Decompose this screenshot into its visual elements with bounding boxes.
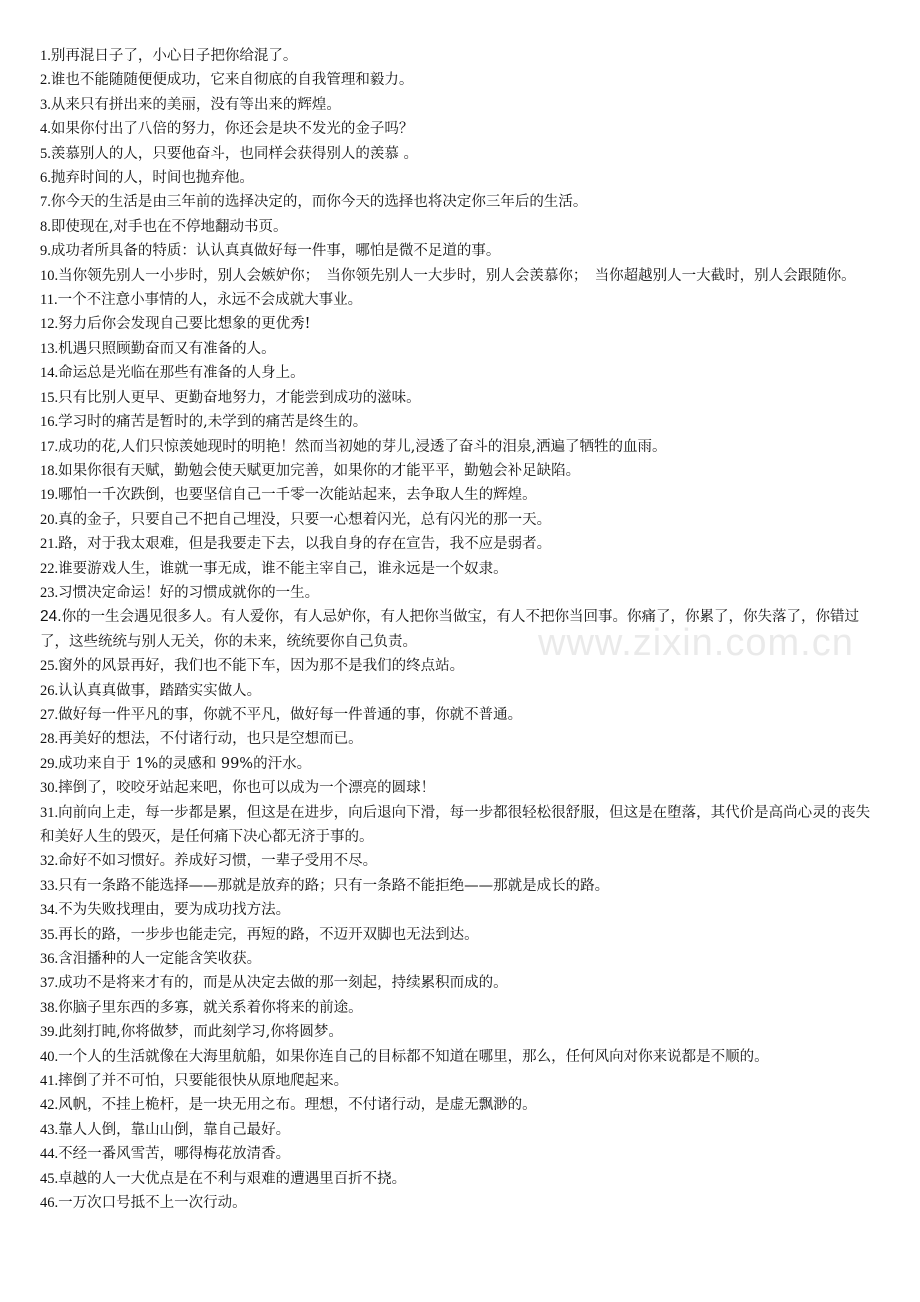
quote-number: 15. <box>40 389 59 406</box>
quote-text: 摔倒了，咬咬牙站起来吧，你也可以成为一个漂亮的圆球！ <box>58 780 436 797</box>
quote-text: 风帆，不挂上桅杆，是一块无用之布。理想，不付诸行动，是虚无飘渺的。 <box>58 1097 537 1114</box>
quote-number: 38. <box>40 999 59 1016</box>
quote-number: 30. <box>40 780 59 797</box>
quote-number: 45. <box>40 1170 59 1187</box>
quote-text: 卓越的人一大优点是在不利与艰难的遭遇里百折不挠。 <box>58 1170 407 1187</box>
quote-text: 命运总是光临在那些有准备的人身上。 <box>58 365 305 382</box>
quote-line <box>40 386 882 410</box>
quote-text: 机遇只照顾勤奋而又有准备的人。 <box>58 340 276 357</box>
quote-number: 37. <box>40 975 59 992</box>
quote-text: 如果你很有天赋，勤勉会使天赋更加完善，如果你的才能平平，勤勉会补足缺陷。 <box>58 462 581 479</box>
quote-number: 11. <box>40 292 58 309</box>
quote-line <box>40 679 882 703</box>
quote-number: 20. <box>40 511 59 528</box>
quote-number: 43. <box>40 1121 59 1138</box>
quote-text: 谁要游戏人生，谁就一事无成，谁不能主宰自己，谁永远是一个奴隶。 <box>58 560 508 577</box>
quote-number: 9. <box>40 243 51 260</box>
quote-number: 36. <box>40 951 59 968</box>
quote-text: 一万次口号抵不上一次行动。 <box>58 1195 247 1212</box>
quote-text: 你的一生会遇见很多人。有人爱你，有人忌妒你，有人把你当做宝，有人不把你当回事。你痛了，你累了，你失落了，你错过了，这些统统与别人无关，你的未来，统统要你自己负责。 <box>40 609 860 650</box>
quote-line <box>40 288 882 312</box>
quote-number: 7. <box>40 194 51 211</box>
quote-number: 25. <box>40 658 59 675</box>
quote-text: 不经一番风雪苦，哪得梅花放清香。 <box>58 1146 291 1163</box>
quote-number: 16. <box>40 414 59 431</box>
quote-number: 31. <box>40 804 59 821</box>
quote-text: 你今天的生活是由三年前的选择决定的，而你今天的选择也将决定你三年后的生活。 <box>50 194 588 211</box>
quote-number: 4. <box>40 121 51 138</box>
quote-line <box>40 68 882 92</box>
quote-line <box>40 532 882 556</box>
quote-text: 别再混日子了，小心日子把你给混了。 <box>50 48 298 64</box>
quote-number: 21. <box>40 536 59 553</box>
quote-number: 8. <box>40 218 51 235</box>
quote-text: 真的金子，只要自己不把自己埋没，只要一心想着闪光，总有闪光的那一天。 <box>58 511 552 528</box>
quote-line <box>40 215 882 239</box>
quote-number: 22. <box>40 560 59 577</box>
quote-number: 32. <box>40 853 59 870</box>
quote-text: 谁也不能随随便便成功，它来自彻底的自我管理和毅力。 <box>50 72 414 89</box>
quote-text: 窗外的风景再好，我们也不能下车，因为那不是我们的终点站。 <box>58 658 465 675</box>
quote-number: 10. <box>40 267 59 284</box>
quote-line <box>40 947 882 971</box>
quote-text: 摔倒了并不可怕，只要能很快从原地爬起来。 <box>58 1073 349 1090</box>
quote-line <box>40 459 882 483</box>
quote-number: 35. <box>40 926 59 943</box>
quote-line <box>40 1020 882 1044</box>
quote-text: 只有比别人更早、更勤奋地努力，才能尝到成功的滋味。 <box>58 389 421 406</box>
quote-text: 羡慕别人的人，只要他奋斗，也同样会获得别人的羡慕 。 <box>50 145 418 162</box>
quote-line <box>40 312 882 336</box>
quote-text: 习惯决定命运！好的习惯成就你的一生。 <box>58 584 320 601</box>
quote-number: 13. <box>40 340 59 357</box>
quote-line <box>40 1142 882 1166</box>
quote-text: 含泪播种的人一定能含笑收获。 <box>58 951 262 968</box>
quote-line <box>40 117 882 141</box>
quote-text: 只有一条路不能选择——那就是放弃的路；只有一条路不能拒绝——那就是成长的路。 <box>58 877 610 894</box>
quote-line <box>40 93 882 117</box>
quote-line <box>40 801 882 850</box>
quote-number: 33. <box>40 877 59 894</box>
quote-line <box>40 44 882 68</box>
quote-line <box>40 1118 882 1142</box>
quote-line <box>40 971 882 995</box>
quote-number: 3. <box>40 96 51 113</box>
quote-number: 26. <box>40 682 59 699</box>
quote-text: 如果你付出了八倍的努力，你还会是块不发光的金子吗？ <box>50 121 414 138</box>
quote-number: 24. <box>40 608 62 626</box>
quote-number: 44. <box>40 1146 59 1163</box>
quote-line <box>40 1093 882 1117</box>
quote-text: 成功者所具备的特质：认认真真做好每一件事，哪怕是微不足道的事。 <box>50 243 501 260</box>
quote-line <box>40 703 882 727</box>
quote-text: 向前向上走，每一步都是累，但这是在进步，向后退向下滑，每一步都很轻松很舒服，但这是在堕落，其代价是高尚心灵的丧失和美好人生的毁灭，是任何痛下决心都无济于事的。 <box>40 804 871 845</box>
quote-line <box>40 654 882 678</box>
quote-line <box>40 898 882 922</box>
quote-line <box>40 239 882 263</box>
quote-number: 17. <box>40 438 59 455</box>
quote-number: 5. <box>40 145 51 162</box>
quote-text: 成功来自于 1%的灵感和 99%的汗水。 <box>58 755 312 772</box>
quote-number: 14. <box>40 365 59 382</box>
quote-text: 即使现在,对手也在不停地翻动书页。 <box>50 218 288 235</box>
quote-text: 一个人的生活就像在大海里航船，如果你连自己的目标都不知道在哪里，那么，任何风向对你来说都是不顺的。 <box>58 1048 769 1065</box>
quote-line <box>40 337 882 361</box>
quote-line <box>40 581 882 605</box>
quote-line <box>40 1045 882 1069</box>
quote-number: 18. <box>40 462 59 479</box>
quote-text: 抛弃时间的人，时间也抛弃他。 <box>50 170 254 187</box>
quote-line <box>40 166 882 190</box>
quote-line <box>40 1069 882 1093</box>
quote-text: 命好不如习惯好。养成好习惯，一辈子受用不尽。 <box>58 853 378 870</box>
quote-number: 1. <box>40 48 51 64</box>
quote-number: 19. <box>40 487 59 504</box>
quote-number: 23. <box>40 584 59 601</box>
quote-number: 46. <box>40 1195 59 1212</box>
quote-text: 努力后你会发现自己要比想象的更优秀! <box>58 316 311 333</box>
quote-text: 学习时的痛苦是暂时的,未学到的痛苦是终生的。 <box>58 414 368 431</box>
quote-number: 41. <box>40 1073 59 1090</box>
quote-line <box>40 435 882 459</box>
quote-line <box>40 142 882 166</box>
watermark: www.zixin.com.cn <box>538 622 854 664</box>
quote-number: 28. <box>40 731 59 748</box>
document-body <box>40 44 882 1216</box>
quote-line <box>40 996 882 1020</box>
quote-text: 成功不是将来才有的，而是从决定去做的那一刻起，持续累积而成的。 <box>58 975 508 992</box>
quote-line <box>40 483 882 507</box>
quote-text: 成功的花,人们只惊羡她现时的明艳！然而当初她的芽儿,浸透了奋斗的泪泉,洒遍了牺牲的血雨。 <box>58 438 667 455</box>
quote-text: 路，对于我太艰难，但是我要走下去，以我自身的存在宣告，我不应是弱者。 <box>58 536 552 553</box>
quote-line <box>40 508 882 532</box>
quote-line <box>40 557 882 581</box>
quote-number: 34. <box>40 902 59 919</box>
quote-text: 从来只有拼出来的美丽，没有等出来的辉煌。 <box>50 96 341 113</box>
quote-number: 2. <box>40 72 51 89</box>
quote-line <box>40 361 882 385</box>
quote-text: 哪怕一千次跌倒，也要坚信自己一千零一次能站起来，去争取人生的辉煌。 <box>58 487 537 504</box>
quote-number: 12. <box>40 316 59 333</box>
quote-number: 42. <box>40 1097 59 1114</box>
quote-text: 靠人人倒，靠山山倒，靠自己最好。 <box>58 1121 291 1138</box>
quote-line <box>40 874 882 898</box>
quote-line <box>40 264 882 288</box>
quote-line <box>40 1167 882 1191</box>
quote-number: 6. <box>40 170 51 187</box>
quote-line <box>40 923 882 947</box>
quote-text: 你脑子里东西的多寡，就关系着你将来的前途。 <box>58 999 363 1016</box>
quote-text: 认认真真做事，踏踏实实做人。 <box>58 682 262 699</box>
quote-number: 40. <box>40 1048 59 1065</box>
quote-line <box>40 776 882 800</box>
quote-line <box>40 727 882 751</box>
quote-text: 做好每一件平凡的事，你就不平凡，做好每一件普通的事，你就不普通。 <box>58 706 523 723</box>
quote-line <box>40 410 882 434</box>
quote-line <box>40 849 882 873</box>
quote-line <box>40 1191 882 1215</box>
quote-line <box>40 605 882 654</box>
quote-text: 再长的路，一步步也能走完，再短的路，不迈开双脚也无法到达。 <box>58 926 479 943</box>
quote-text: 此刻打盹,你将做梦，而此刻学习,你将圆梦。 <box>58 1024 343 1041</box>
quote-text: 不为失败找理由，要为成功找方法。 <box>58 902 291 919</box>
quote-line <box>40 190 882 214</box>
quote-text: 当你领先别人一小步时，别人会嫉妒你； 当你领先别人一大步时，别人会羡慕你； 当你超越别人一大截时，别人会跟随你。 <box>58 267 856 284</box>
quote-number: 27. <box>40 706 59 723</box>
quote-number: 29. <box>40 755 59 772</box>
quote-line <box>40 752 882 776</box>
quote-number: 39. <box>40 1024 59 1041</box>
quote-text: 一个不注意小事情的人，永远不会成就大事业。 <box>57 292 363 309</box>
quote-text: 再美好的想法，不付诸行动，也只是空想而已。 <box>58 731 363 748</box>
